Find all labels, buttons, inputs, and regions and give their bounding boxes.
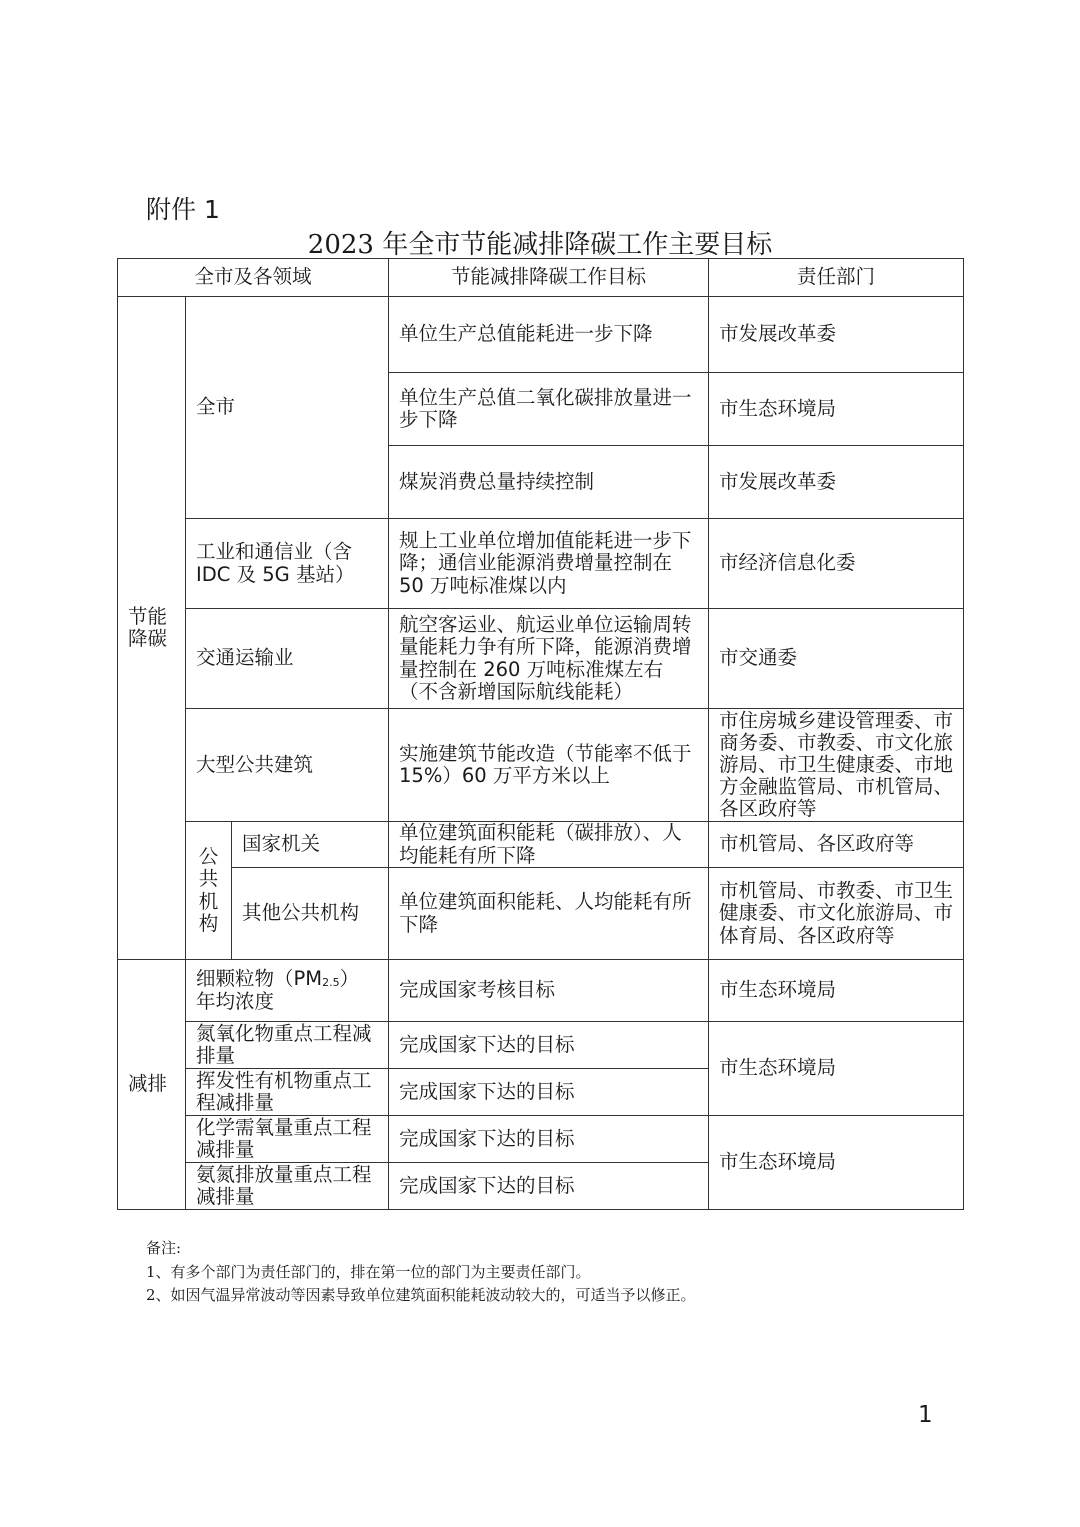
dept-cell: 市发展改革委 bbox=[709, 446, 964, 519]
note-item: 1、有多个部门为责任部门的，排在第一位的部门为主要责任部门。 bbox=[146, 1262, 591, 1281]
dept-cell: 市生态环境局 bbox=[709, 1022, 964, 1116]
dept-cell: 市生态环境局 bbox=[709, 373, 964, 446]
category-emission-reduction: 减排 bbox=[118, 960, 186, 1210]
table-header-row bbox=[118, 259, 964, 297]
table-row bbox=[118, 1116, 964, 1163]
field-cell: 氨氮排放量重点工程减排量 bbox=[186, 1163, 389, 1210]
field-cell: 挥发性有机物重点工程减排量 bbox=[186, 1069, 389, 1116]
goal-cell: 单位生产总值能耗进一步下降 bbox=[389, 297, 709, 373]
notes-block bbox=[146, 1237, 696, 1308]
field-cell: 工业和通信业（含 IDC 及 5G 基站） bbox=[186, 519, 389, 609]
notes-heading: 备注: bbox=[146, 1239, 182, 1257]
goal-cell: 煤炭消费总量持续控制 bbox=[389, 446, 709, 519]
goal-cell: 规上工业单位增加值能耗进一步下降；通信业能源消费增量控制在 50 万吨标准煤以内 bbox=[389, 519, 709, 609]
table-row bbox=[118, 519, 964, 609]
goal-cell: 航空客运业、航运业单位运输周转量能耗力争有所下降，能源消费增量控制在 260 万吨标准煤左右（不含新增国际航线能耗） bbox=[389, 609, 709, 709]
goal-cell: 完成国家下达的目标 bbox=[389, 1163, 709, 1210]
header-goal: 节能减排降碳工作目标 bbox=[389, 259, 709, 297]
dept-cell: 市经济信息化委 bbox=[709, 519, 964, 609]
note-item: 2、如因气温异常波动等因素导致单位建筑面积能耗波动较大的，可适当予以修正。 bbox=[146, 1286, 696, 1304]
targets-table bbox=[117, 258, 964, 1210]
goal-cell: 完成国家考核目标 bbox=[389, 960, 709, 1022]
header-dept: 责任部门 bbox=[709, 259, 964, 297]
field-cell: 细颗粒物$(PM_{2.5})$年均浓度 bbox=[186, 960, 389, 1022]
goal-cell: 单位建筑面积能耗、人均能耗有所下降 bbox=[389, 868, 709, 960]
table-row bbox=[118, 1022, 964, 1069]
table-row bbox=[118, 822, 964, 868]
goal-cell: 完成国家下达的目标 bbox=[389, 1069, 709, 1116]
header-field: 全市及各领域 bbox=[118, 259, 389, 297]
field-cell: 交通运输业 bbox=[186, 609, 389, 709]
subfield-cell: 国家机关 bbox=[232, 822, 389, 868]
table-row bbox=[118, 960, 964, 1022]
dept-cell: 市交通委 bbox=[709, 609, 964, 709]
dept-cell: 市机管局、市教委、市卫生健康委、市文化旅游局、市体育局、各区政府等 bbox=[709, 868, 964, 960]
field-cell: 大型公共建筑 bbox=[186, 709, 389, 822]
table-row bbox=[118, 868, 964, 960]
goal-cell: 实施建筑节能改造（节能率不低于 15%）60 万平方米以上 bbox=[389, 709, 709, 822]
dept-cell: 市住房城乡建设管理委、市商务委、市教委、市文化旅游局、市卫生健康委、市地方金融监管局、市机管局、各区政府等 bbox=[709, 709, 964, 822]
table-row bbox=[118, 297, 964, 373]
dept-cell: 市发展改革委 bbox=[709, 297, 964, 373]
goal-cell: 单位建筑面积能耗（碳排放）、人均能耗有所下降 bbox=[389, 822, 709, 868]
subfield-cell: 其他公共机构 bbox=[232, 868, 389, 960]
field-city-wide: 全市 bbox=[186, 297, 389, 519]
table-row bbox=[118, 709, 964, 822]
field-cell: 化学需氧量重点工程减排量 bbox=[186, 1116, 389, 1163]
goal-cell: 完成国家下达的目标 bbox=[389, 1022, 709, 1069]
dept-cell: 市生态环境局 bbox=[709, 1116, 964, 1210]
field-cell: 氮氧化物重点工程减排量 bbox=[186, 1022, 389, 1069]
attachment-label: 附件 1 bbox=[146, 195, 220, 224]
page-number: 1 bbox=[918, 1402, 933, 1428]
dept-cell: 市机管局、各区政府等 bbox=[709, 822, 964, 868]
goal-cell: 单位生产总值二氧化碳排放量进一步下降 bbox=[389, 373, 709, 446]
document-title: 2023 年全市节能减排降碳工作主要目标 bbox=[307, 230, 773, 260]
field-public-institutions: 公 共 机 构 bbox=[186, 822, 232, 960]
category-energy-carbon: 节能 降碳 bbox=[118, 297, 186, 960]
dept-cell: 市生态环境局 bbox=[709, 960, 964, 1022]
goal-cell: 完成国家下达的目标 bbox=[389, 1116, 709, 1163]
table-row bbox=[118, 609, 964, 709]
